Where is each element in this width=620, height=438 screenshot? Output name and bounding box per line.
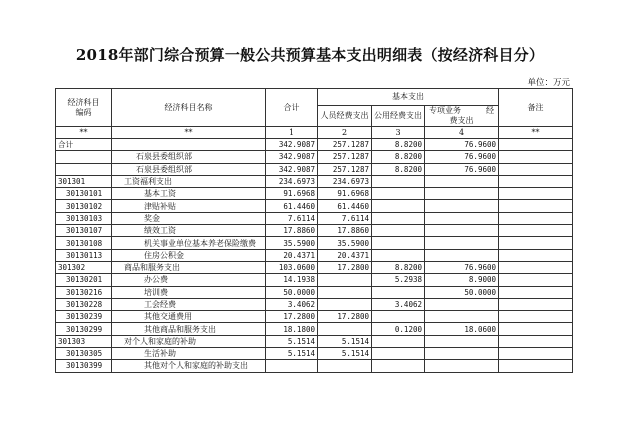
cell-special [425, 348, 499, 360]
index-personnel: 2 [318, 127, 372, 139]
cell-total: 91.6968 [266, 188, 318, 200]
cell-note [499, 225, 573, 237]
cell-note [499, 212, 573, 224]
cell-total: 342.9087 [266, 151, 318, 163]
cell-total: 14.1938 [266, 274, 318, 286]
cell-special [425, 212, 499, 224]
cell-code: 30130305 [56, 348, 112, 360]
cell-special: 8.9000 [425, 274, 499, 286]
cell-personnel: 17.8860 [318, 225, 372, 237]
cell-code: 30130103 [56, 212, 112, 224]
cell-name: 石泉县委组织部 [112, 163, 266, 175]
cell-public [372, 175, 425, 187]
header-code-line1: 经济科目 [67, 97, 100, 107]
cell-name: 绩效工资 [112, 225, 266, 237]
cell-name: 基本工资 [112, 188, 266, 200]
cell-public: 8.8200 [372, 163, 425, 175]
budget-table [55, 88, 573, 373]
table-row [56, 237, 573, 249]
cell-total: 103.0600 [266, 261, 318, 273]
cell-code: 301301 [56, 175, 112, 187]
cell-special [425, 249, 499, 261]
header-special [425, 106, 499, 127]
cell-code: 30130399 [56, 360, 112, 372]
cell-note [499, 163, 573, 175]
cell-public [372, 348, 425, 360]
header-note: 备注 [499, 89, 573, 127]
cell-name [112, 139, 266, 151]
cell-note [499, 249, 573, 261]
cell-name: 培训费 [112, 286, 266, 298]
cell-total: 18.1800 [266, 323, 318, 335]
cell-special: 18.0600 [425, 323, 499, 335]
index-row [56, 127, 573, 139]
header-public: 公用经费支出 [372, 106, 425, 127]
cell-code: 30130102 [56, 200, 112, 212]
cell-special [425, 200, 499, 212]
cell-public: 8.8200 [372, 151, 425, 163]
cell-personnel: 17.2800 [318, 311, 372, 323]
cell-personnel: 257.1287 [318, 139, 372, 151]
cell-public [372, 311, 425, 323]
cell-public: 3.4062 [372, 298, 425, 310]
cell-note [499, 261, 573, 273]
table-row [56, 225, 573, 237]
cell-total: 5.1514 [266, 335, 318, 347]
cell-code: 30130201 [56, 274, 112, 286]
cell-name: 工会经费 [112, 298, 266, 310]
cell-total: 20.4371 [266, 249, 318, 261]
index-public: 3 [372, 127, 425, 139]
cell-total: 17.8860 [266, 225, 318, 237]
cell-public [372, 335, 425, 347]
header-basic: 基本支出 [318, 89, 499, 106]
cell-note [499, 139, 573, 151]
cell-total: 5.1514 [266, 348, 318, 360]
cell-note [499, 200, 573, 212]
header-special-b: 经 [486, 106, 495, 115]
index-name: ** [112, 127, 266, 139]
table-row [56, 200, 573, 212]
cell-code: 30130107 [56, 225, 112, 237]
cell-name: 其他商品和服务支出 [112, 323, 266, 335]
cell-code: 301302 [56, 261, 112, 273]
cell-note [499, 274, 573, 286]
cell-special [425, 360, 499, 372]
cell-total: 342.9087 [266, 163, 318, 175]
cell-special [425, 225, 499, 237]
cell-code: 合计 [56, 139, 112, 151]
header-special-line1 [427, 106, 496, 116]
cell-name: 生活补助 [112, 348, 266, 360]
cell-note [499, 188, 573, 200]
index-code: ** [56, 127, 112, 139]
cell-note [499, 348, 573, 360]
header-row-1 [56, 89, 573, 106]
cell-name: 奖金 [112, 212, 266, 224]
cell-total: 61.4460 [266, 200, 318, 212]
cell-name: 机关事业单位基本养老保险缴费 [112, 237, 266, 249]
cell-note [499, 335, 573, 347]
cell-total: 342.9087 [266, 139, 318, 151]
index-special: 4 [425, 127, 499, 139]
cell-personnel: 5.1514 [318, 348, 372, 360]
cell-public [372, 249, 425, 261]
unit-label: 单位：万元 [527, 78, 570, 88]
table-row [56, 261, 573, 273]
cell-name: 工资福利支出 [112, 175, 266, 187]
cell-total [266, 360, 318, 372]
cell-total: 3.4062 [266, 298, 318, 310]
cell-special [425, 175, 499, 187]
cell-name: 石泉县委组织部 [112, 151, 266, 163]
table-row [56, 139, 573, 151]
cell-name: 办公费 [112, 274, 266, 286]
cell-public [372, 188, 425, 200]
cell-code: 30130108 [56, 237, 112, 249]
table-row [56, 348, 573, 360]
cell-code: 301303 [56, 335, 112, 347]
index-note: ** [499, 127, 573, 139]
cell-code [56, 163, 112, 175]
cell-public [372, 237, 425, 249]
cell-special: 76.9600 [425, 163, 499, 175]
cell-name: 其他对个人和家庭的补助支出 [112, 360, 266, 372]
table-row [56, 286, 573, 298]
cell-name: 其他交通费用 [112, 311, 266, 323]
cell-name: 商品和服务支出 [112, 261, 266, 273]
header-code-line2: 编码 [75, 107, 92, 117]
table-row [56, 249, 573, 261]
cell-total: 35.5900 [266, 237, 318, 249]
cell-special: 76.9600 [425, 261, 499, 273]
cell-code: 30130299 [56, 323, 112, 335]
table-row [56, 212, 573, 224]
cell-public: 8.8200 [372, 139, 425, 151]
cell-note [499, 360, 573, 372]
cell-special: 76.9600 [425, 151, 499, 163]
cell-code: 30130228 [56, 298, 112, 310]
cell-note [499, 237, 573, 249]
table-row [56, 274, 573, 286]
cell-name: 对个人和家庭的补助 [112, 335, 266, 347]
cell-public [372, 360, 425, 372]
header-personnel: 人员经费支出 [318, 106, 372, 127]
header-total: 合计 [266, 89, 318, 127]
table-row [56, 175, 573, 187]
cell-public: 0.1200 [372, 323, 425, 335]
cell-note [499, 151, 573, 163]
cell-special: 50.0000 [425, 286, 499, 298]
cell-name: 住房公积金 [112, 249, 266, 261]
cell-personnel: 234.6973 [318, 175, 372, 187]
cell-special [425, 188, 499, 200]
page-title: 2018年部门综合预算一般公共预算基本支出明细表（按经济科目分） [75, 46, 545, 64]
table-row [56, 335, 573, 347]
cell-personnel: 257.1287 [318, 151, 372, 163]
cell-public: 8.8200 [372, 261, 425, 273]
cell-public [372, 225, 425, 237]
table-row [56, 298, 573, 310]
header-special-c: 费支出 [449, 116, 474, 125]
header-code [56, 89, 112, 127]
cell-total: 234.6973 [266, 175, 318, 187]
cell-note [499, 175, 573, 187]
index-total: 1 [266, 127, 318, 139]
cell-public [372, 212, 425, 224]
table-row [56, 360, 573, 372]
table-row [56, 188, 573, 200]
cell-public [372, 286, 425, 298]
cell-personnel: 257.1287 [318, 163, 372, 175]
cell-personnel [318, 360, 372, 372]
cell-total: 17.2800 [266, 311, 318, 323]
cell-public [372, 200, 425, 212]
cell-personnel: 91.6968 [318, 188, 372, 200]
cell-personnel [318, 274, 372, 286]
cell-special: 76.9600 [425, 139, 499, 151]
cell-note [499, 323, 573, 335]
cell-personnel [318, 298, 372, 310]
table-row [56, 311, 573, 323]
cell-total: 7.6114 [266, 212, 318, 224]
table-row [56, 323, 573, 335]
cell-name: 津贴补贴 [112, 200, 266, 212]
cell-personnel: 17.2800 [318, 261, 372, 273]
cell-personnel: 35.5900 [318, 237, 372, 249]
cell-special [425, 311, 499, 323]
cell-code: 30130113 [56, 249, 112, 261]
cell-personnel: 5.1514 [318, 335, 372, 347]
table-row [56, 163, 573, 175]
cell-personnel [318, 323, 372, 335]
cell-note [499, 298, 573, 310]
header-name: 经济科目名称 [112, 89, 266, 127]
cell-special [425, 237, 499, 249]
cell-code [56, 151, 112, 163]
cell-code: 30130239 [56, 311, 112, 323]
cell-public: 5.2938 [372, 274, 425, 286]
table-row [56, 151, 573, 163]
cell-special [425, 335, 499, 347]
cell-code: 30130101 [56, 188, 112, 200]
cell-note [499, 311, 573, 323]
cell-total: 50.0000 [266, 286, 318, 298]
cell-personnel: 61.4460 [318, 200, 372, 212]
cell-personnel [318, 286, 372, 298]
cell-personnel: 20.4371 [318, 249, 372, 261]
cell-note [499, 286, 573, 298]
cell-code: 30130216 [56, 286, 112, 298]
cell-special [425, 298, 499, 310]
cell-personnel: 7.6114 [318, 212, 372, 224]
header-special-a: 专项业务 [429, 106, 461, 115]
